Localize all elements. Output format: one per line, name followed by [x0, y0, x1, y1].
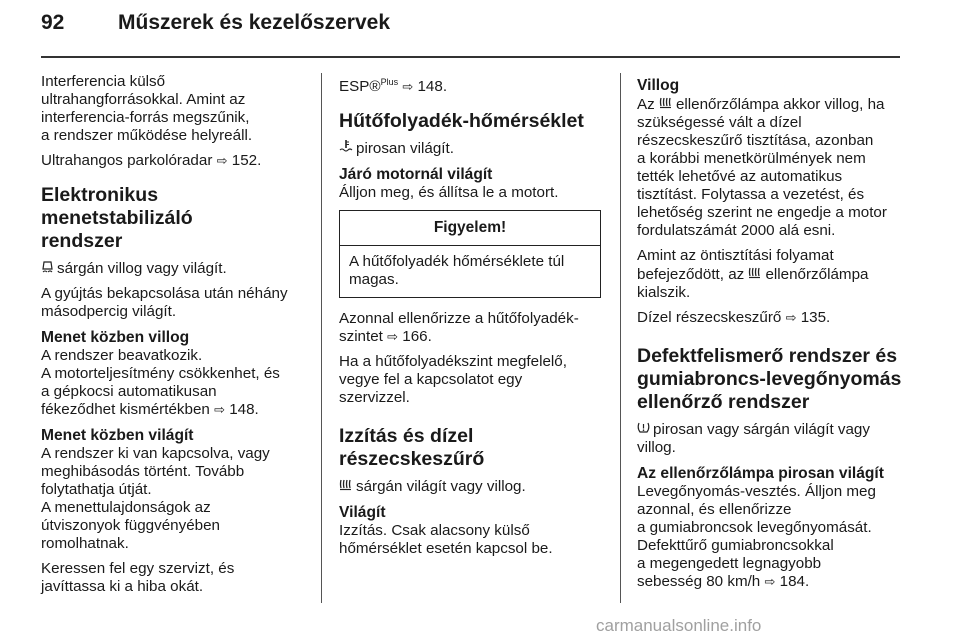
warning-box: [339, 210, 601, 298]
coolant-temperature-icon: [339, 139, 353, 157]
interference-paragraph: Interferencia külső ultrahangforrásokkal. Amint az interferencia-forrás megszűnik, a rendszer működése helyreáll.: [41, 73, 253, 144]
page-ref-arrow-icon: ⇨: [387, 329, 399, 345]
engine-running-text: Álljon meg, és állítsa le a motort.: [339, 184, 559, 202]
page-ref-arrow-icon: ⇨: [785, 310, 797, 325]
glow-plug-icon: [659, 95, 673, 113]
header-divider: [41, 56, 900, 58]
coolant-heading: Hűtőfolyadék-hőmérséklet: [339, 110, 584, 133]
watermark: carmanualsonline.info: [596, 616, 762, 635]
flash-while-driving-text: A rendszer beavatkozik. A motorteljesítmény csökkenhet, és a gépkocsi automatikusan fékeződhet kismértékben ⇨ 148.: [41, 347, 280, 418]
warning-body: A hűtőfolyadék hőmérséklete túl magas.: [349, 253, 565, 289]
glow-plug-icon: [748, 265, 762, 283]
page-ref-link[interactable]: 148.: [417, 78, 448, 96]
page-header: [0, 0, 960, 60]
esp-heading: Elektronikus menetstabilizáló rendszer: [41, 184, 193, 252]
column-1: [41, 73, 306, 603]
page-ref-arrow-icon: ⇨: [214, 402, 225, 417]
column-3: [637, 73, 907, 598]
page-ref-arrow-icon: ⇨: [402, 79, 414, 95]
page-ref-link[interactable]: 166.: [402, 328, 432, 346]
page-title: Műszerek és kezelőszervek: [118, 11, 391, 34]
engine-running-heading: Járó motornál világít: [339, 166, 493, 184]
esp-warning-icon: [41, 259, 54, 277]
service-paragraph: Keressen fel egy szervizt, és javíttassa ki a hiba okát.: [41, 560, 235, 595]
tpms-status: pirosan vagy sárgán világít vagy villog.: [637, 421, 870, 456]
flashes-heading: Villog: [637, 77, 680, 94]
page-ref-arrow-icon: ⇨: [764, 574, 776, 589]
column-2: [339, 73, 604, 565]
parking-radar-ref: Ultrahangos parkolóradar ⇨ 152.: [41, 152, 262, 169]
dpf-ref: Dízel részecskeszűrő ⇨ 135.: [637, 309, 831, 326]
warning-title: Figyelem!: [340, 211, 600, 246]
page-number: 92: [41, 11, 65, 34]
column-divider-1: [321, 73, 322, 603]
self-clean-done-paragraph: Amint az öntisztítási folyamat befejeződött, az ellenőrzőlámpa kialszik.: [637, 247, 869, 301]
glow-status: sárgán világít vagy villog.: [339, 477, 604, 496]
glow-plug-icon: [339, 477, 353, 495]
page-ref-arrow-icon: ⇨: [216, 153, 228, 168]
coolant-status: pirosan világít.: [339, 139, 604, 158]
page-ref-link[interactable]: 135.: [800, 309, 831, 326]
page-ref-link[interactable]: 184.: [779, 573, 810, 590]
check-coolant-paragraph: Azonnal ellenőrizze a hűtőfolyadék- szintet ⇨ 166.: [339, 310, 579, 346]
page-ref-link[interactable]: 152.: [231, 152, 262, 169]
glow-heading: Izzítás és dízel részecskeszűrő: [339, 425, 485, 471]
red-light-text: Levegőnyomás-vesztés. Álljon meg azonnal, és ellenőrizze a gumiabroncsok levegőnyomását. Defekttűrő gumiabroncsokkal a megengedett legnagyobb sebesség 80 km/h ⇨ 184.: [637, 483, 876, 590]
lights-text: Izzítás. Csak alacsony külső hőmérséklet esetén kapcsol be.: [339, 522, 553, 558]
esp-ignition-paragraph: A gyújtás bekapcsolása után néhány másodpercig világít.: [41, 285, 288, 320]
column-divider-2: [620, 73, 621, 603]
coolant-ok-paragraph: Ha a hűtőfolyadékszint megfelelő, vegye fel a kapcsolatot egy szervizzel.: [339, 353, 567, 407]
lit-while-driving-text: A rendszer ki van kapcsolva, vagy meghibásodás történt. Tovább folytathatja útját. A menettulajdonságok az útviszonyok függvényében romolhatnak.: [41, 445, 270, 552]
tpms-heading: Defektfelismerő rendszer és gumiabroncs-levegőnyomás ellenőrző rendszer: [637, 345, 902, 413]
flash-while-driving-heading: Menet közben villog: [41, 329, 190, 346]
tire-pressure-icon: [637, 420, 650, 438]
flashes-text: Az ellenőrzőlámpa akkor villog, ha szükségessé vált a dízel részecskeszűrő tisztítása, azonban a korábbi menetkörülmények nem tették lehetővé az automatikus tisztítást. Folytassa a vezetést, és lehetőség szerint ne engedje a motor fordulatszámát 2000 alá esni.: [637, 96, 887, 239]
esp-status: sárgán villog vagy világít.: [41, 259, 306, 278]
lit-while-driving-heading: Menet közben világít: [41, 427, 194, 444]
page-ref-link[interactable]: 148.: [229, 401, 259, 418]
lights-heading: Világít: [339, 504, 386, 522]
red-light-heading: Az ellenőrzőlámpa pirosan világít: [637, 465, 884, 482]
esp-plus-ref: ESP®$^{Plus}$ ⇨ 148.: [339, 77, 448, 96]
